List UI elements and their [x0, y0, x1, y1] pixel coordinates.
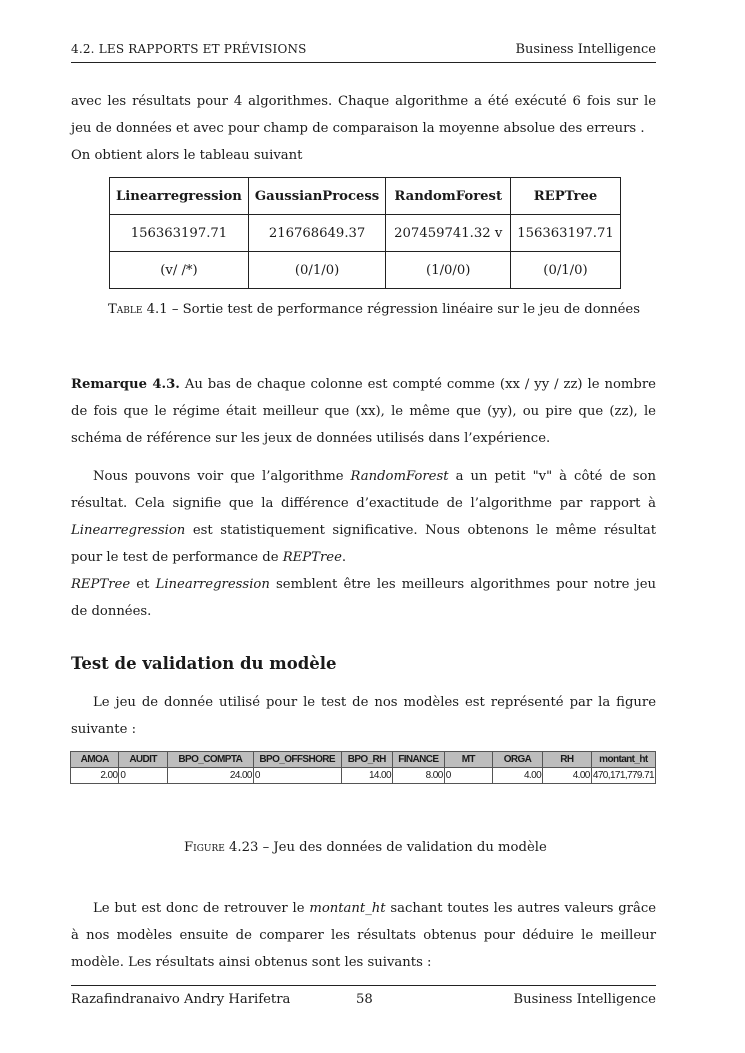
rep-algo-name-2: REPTree: [71, 577, 131, 592]
figure-caption-label: Figure 4.23: [184, 840, 259, 855]
table-caption-text: – Sortie test de performance régression linéaire sur le jeu de données: [171, 302, 641, 317]
validation-cell: 0: [253, 768, 341, 784]
validation-header-cell: montant_ht: [591, 752, 655, 768]
table-row: [110, 252, 621, 289]
table-header-cell: Linearregression: [110, 178, 249, 215]
final-text-2: sachant toutes les autres valeurs grâce à nos modèles ensuite de comparer les résultats obtenus pour déduire le meilleur modèle. Les résultats ainsi obtenus sont les suivants :: [71, 901, 657, 970]
validation-header-cell: AMOA: [71, 752, 119, 768]
validation-cell: 0: [444, 768, 492, 784]
table-cell: 156363197.71: [110, 215, 249, 252]
final-paragraph: [71, 895, 656, 976]
lr-algo-name: Linearregression: [71, 523, 186, 538]
figure-caption-text: – Jeu des données de validation du modèle: [262, 840, 547, 855]
table-cell: 156363197.71: [511, 215, 621, 252]
validation-header-row: [71, 752, 656, 768]
remark-text: Au bas de chaque colonne est compté comme (xx / yy / zz) le nombre de fois que le régime était meilleur que (xx), le même que (yy), ou pire que (zz), le schéma de référence sur les jeux de données utilisés dans l’expérience.: [71, 377, 656, 446]
validation-cell: 8.00: [392, 768, 444, 784]
final-text-1: Le but est donc de retrouver le: [93, 901, 310, 916]
validation-cell: 24.00: [167, 768, 253, 784]
validation-header-cell: ORGA: [492, 752, 542, 768]
validation-intro: Le jeu de donnée utilisé pour le test de nos modèles est représenté par la figure suivante :: [71, 695, 656, 737]
intro-paragraph: [71, 88, 656, 169]
figure-caption: [184, 840, 547, 855]
table-header-cell: GaussianProcess: [248, 178, 385, 215]
rf-text-5: et: [130, 577, 156, 592]
page-header: [71, 42, 656, 63]
validation-cell: 14.00: [341, 768, 392, 784]
table-header-cell: REPTree: [511, 178, 621, 215]
page-footer: [71, 985, 656, 1007]
table-header-row: [110, 178, 621, 215]
best-algos-paragraph: [71, 571, 656, 625]
validation-header-cell: MT: [444, 752, 492, 768]
page-number: 58: [356, 992, 373, 1007]
table-cell: (1/0/0): [386, 252, 511, 289]
remark-label: Remarque 4.3.: [71, 377, 180, 392]
lr-algo-name-2: Linearregression: [155, 577, 270, 592]
table-caption: [108, 302, 640, 317]
rf-algo-name: RandomForest: [350, 469, 449, 484]
validation-cell: 2.00: [71, 768, 119, 784]
rf-text-6: semblent être les meilleurs algorithmes pour notre jeu de données.: [71, 577, 656, 619]
section-title: Test de validation du modèle: [71, 654, 337, 673]
table-cell: 207459741.32 v: [386, 215, 511, 252]
rf-text-2: a un petit "v" à côté de son résultat. Cela signifie que la différence d’exactitude de l’algorithme par rapport à: [71, 469, 656, 511]
table-cell: (0/1/0): [248, 252, 385, 289]
intro-text: avec les résultats pour 4 algorithmes. Chaque algorithme a été exécuté 6 fois sur le jeu de données et avec pour champ de comparaison la moyenne absolue des erreurs .: [71, 94, 656, 136]
header-section-title: 4.2. LES RAPPORTS ET PRÉVISIONS: [71, 42, 307, 56]
validation-header-cell: BPO_COMPTA: [167, 752, 253, 768]
table-cell: (v/ /*): [110, 252, 249, 289]
remark-paragraph: [71, 371, 656, 452]
validation-cell: 470,171,779.71: [591, 768, 655, 784]
rf-text-3: est statistiquement significative. Nous obtenons le même résultat pour le test de performance de: [71, 523, 656, 565]
footer-author: Razafindranaivo Andry Harifetra: [71, 992, 291, 1007]
table-caption-label: Table 4.1: [108, 302, 168, 317]
validation-header-cell: AUDIT: [119, 752, 167, 768]
intro-text-2: On obtient alors le tableau suivant: [71, 148, 303, 163]
header-doc-title: Business Intelligence: [515, 42, 656, 57]
validation-cell: 4.00: [543, 768, 592, 784]
performance-table: [109, 177, 621, 289]
validation-header-cell: FINANCE: [392, 752, 444, 768]
table-header-cell: RandomForest: [386, 178, 511, 215]
validation-cell: 4.00: [492, 768, 542, 784]
rf-paragraph: [71, 463, 656, 571]
rf-text-1: Nous pouvons voir que l’algorithme: [93, 469, 351, 484]
table-cell: 216768649.37: [248, 215, 385, 252]
validation-data-row: [71, 768, 656, 784]
rf-text-4: .: [341, 550, 347, 565]
validation-data-table: [70, 751, 656, 784]
variable-name: montant_ht: [309, 901, 386, 916]
table-row: [110, 215, 621, 252]
table-cell: (0/1/0): [511, 252, 621, 289]
validation-header-cell: BPO_RH: [341, 752, 392, 768]
validation-header-cell: BPO_OFFSHORE: [253, 752, 341, 768]
rep-algo-name: REPTree: [282, 550, 342, 565]
validation-cell: 0: [119, 768, 167, 784]
footer-doc-title: Business Intelligence: [513, 992, 656, 1007]
validation-header-cell: RH: [543, 752, 592, 768]
